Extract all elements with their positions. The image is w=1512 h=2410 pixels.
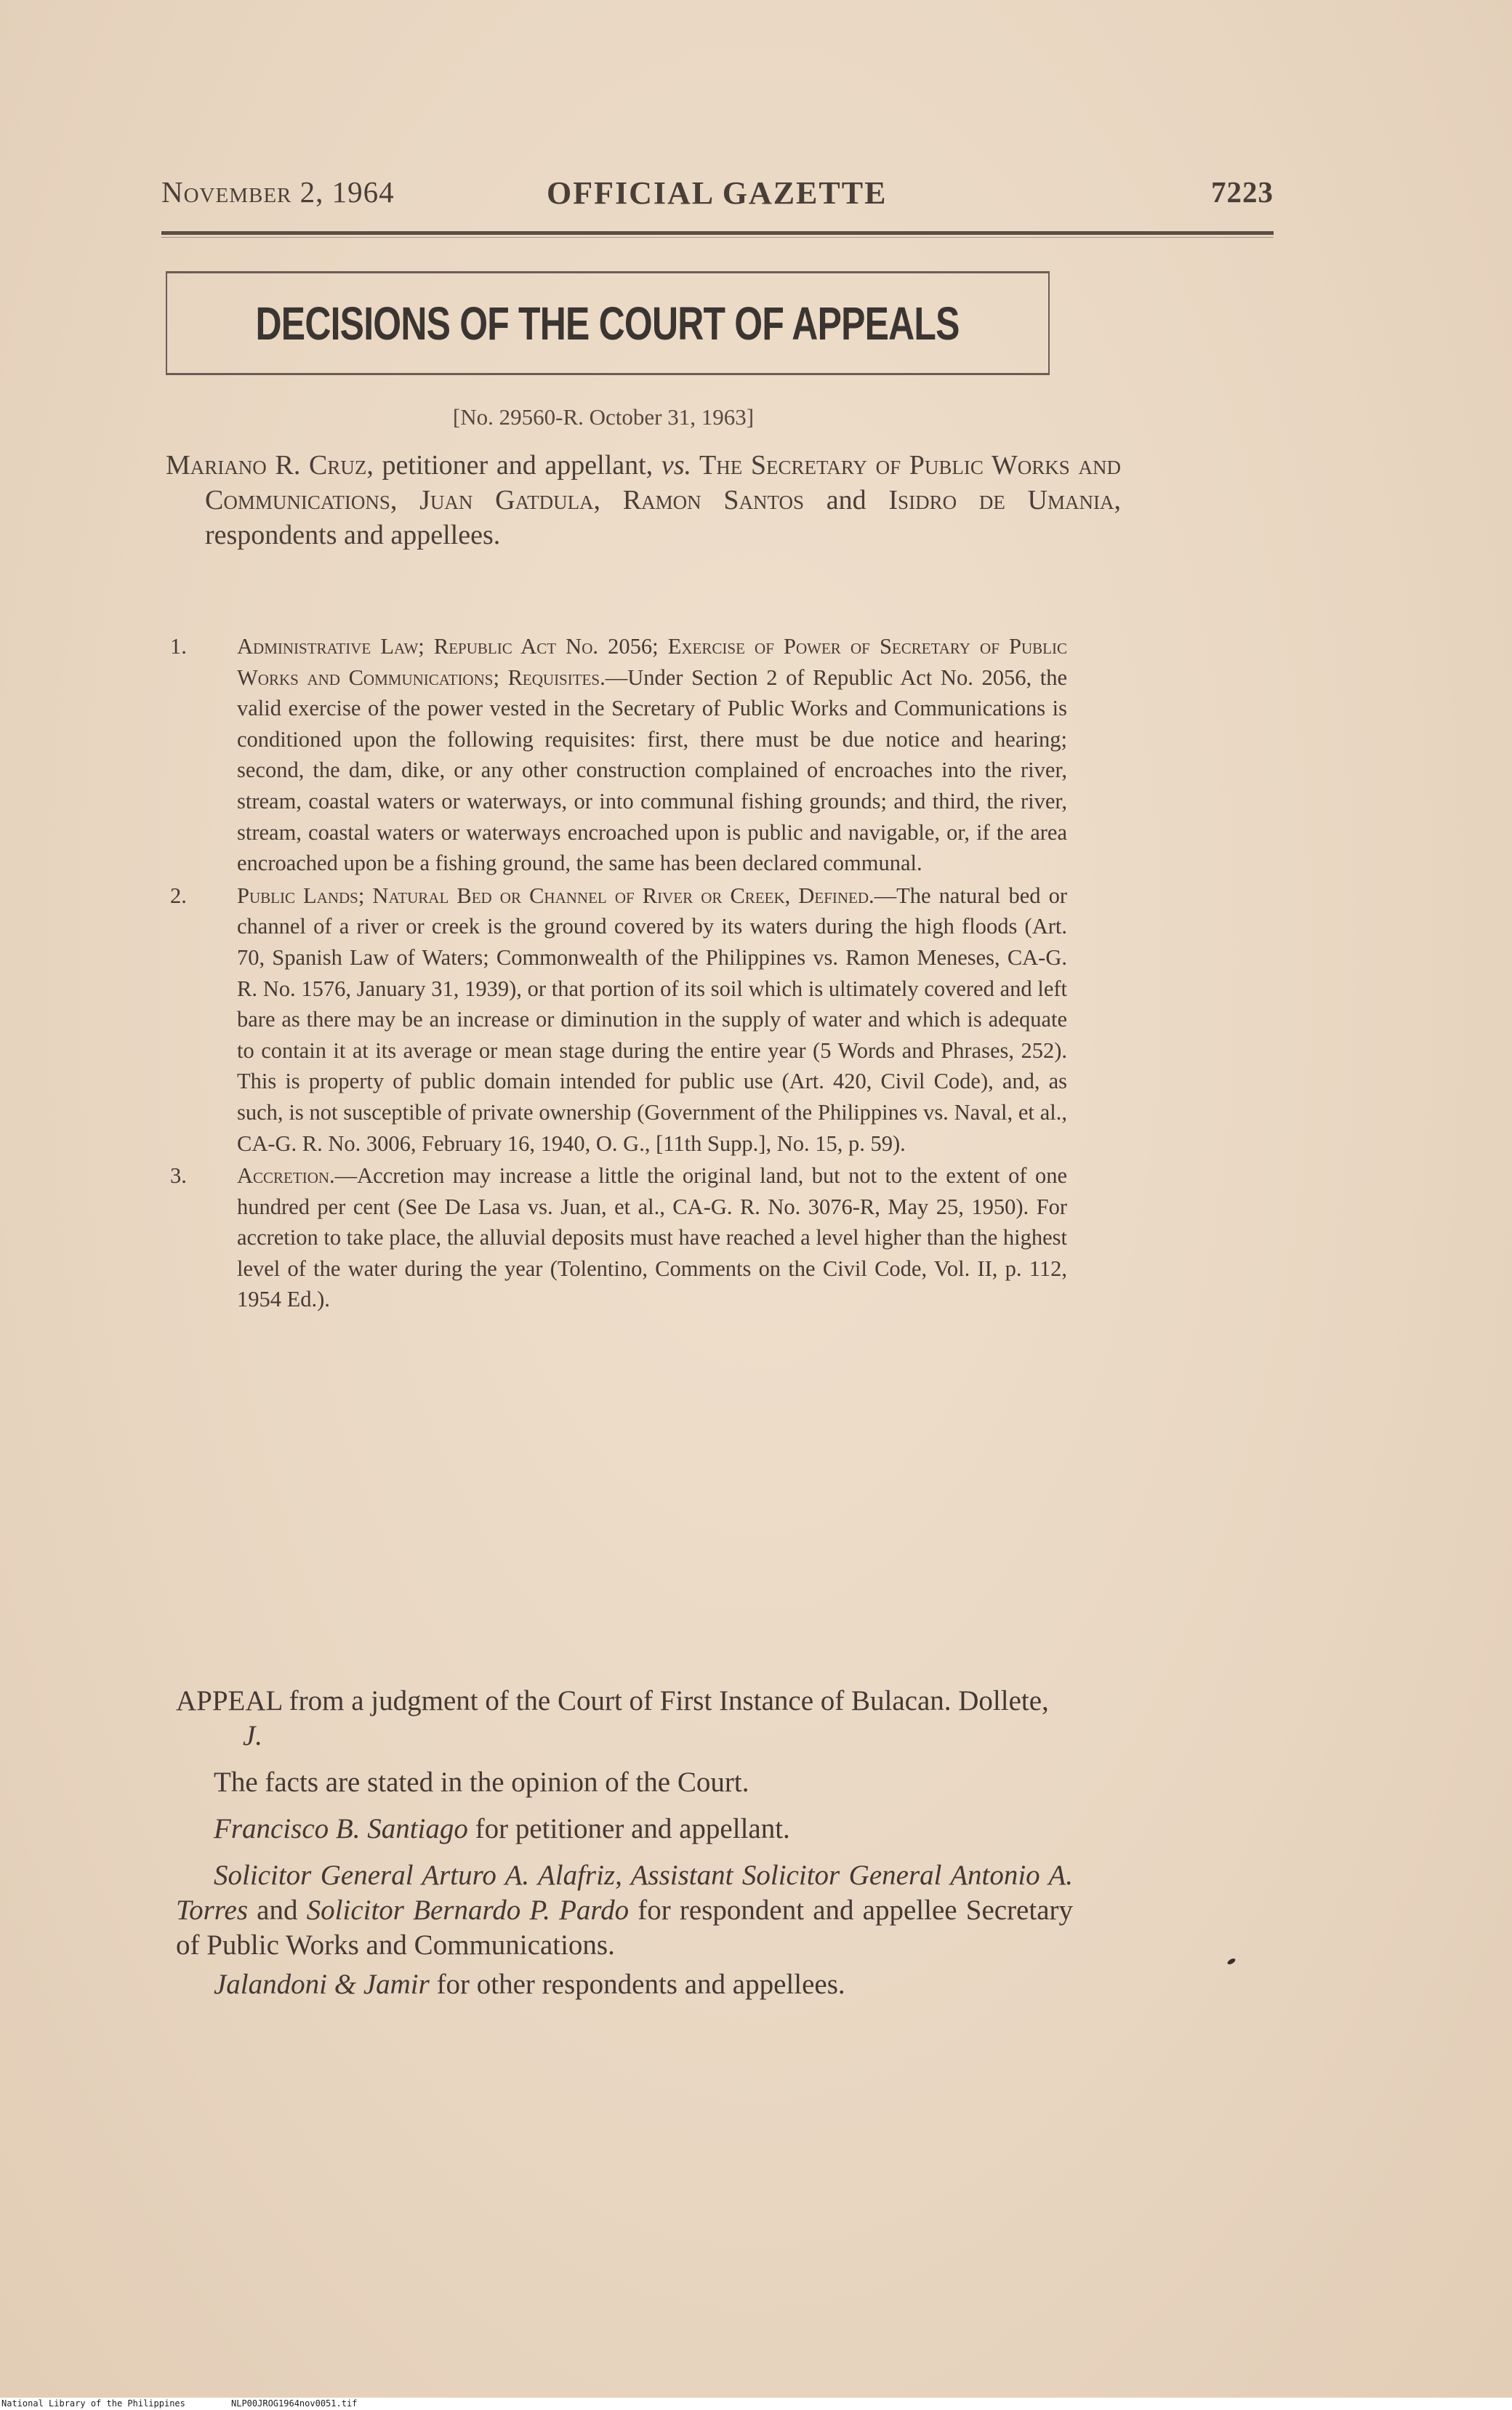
counsel-others-role: for other respondents and appellees. (429, 1969, 845, 2000)
header-date: November 2, 1964 (161, 175, 395, 209)
ink-mark (1226, 1957, 1236, 1965)
header-publication-title: OFFICIAL GAZETTE (547, 175, 888, 211)
running-header (161, 174, 1274, 218)
counsel-government-and: and (248, 1895, 307, 1926)
syllabus-item (170, 1160, 1067, 1315)
case-caption (166, 448, 1121, 553)
section-title-box (166, 271, 1050, 375)
footer-filename: NLP00JROG1964nov0051.tif (231, 2398, 358, 2409)
decision-preamble (176, 1684, 1073, 2002)
footer-library: National Library of the Philippines (1, 2398, 185, 2409)
counsel-petitioner-name: Francisco B. Santiago (214, 1813, 468, 1844)
syllabus-number: 2. (170, 883, 187, 908)
counsel-petitioner-role: for petitioner and appellant. (467, 1813, 790, 1844)
syllabus-body: —Under Section 2 of Republic Act No. 2056, the valid exercise of the power vested in the Secretary of Public Works and Communications is conditioned upon the following requisites: first, there must be due notice and hearing; second, the dam, dike, or any other construction complained of encroaches into the river, stream, coastal waters or waterways, or into communal fishing grounds; and third, the river, stream, coastal waters or waterways encroached upon is public and navigable, or, if the area encroached upon be a fishing ground, the same has been declared communal. (237, 664, 1067, 876)
appeal-judge: J. (243, 1720, 263, 1751)
counsel-government-names: Solicitor General Arturo A. Alafriz, Assistant Solicitor General Antonio A. Torres (176, 1860, 1073, 1926)
caption-text-1: , petitioner and appellant, (366, 450, 662, 481)
header-rule (161, 231, 1274, 235)
scan-footer (0, 2398, 1512, 2410)
syllabus (170, 631, 1067, 1317)
petitioner-name: Mariano R. Cruz (166, 450, 367, 481)
syllabus-heading: Administrative Law; Republic Act No. 2056; Exercise of Power of Secretary of Public Works and Communications; Requisites. (237, 634, 1067, 690)
syllabus-number: 3. (170, 1163, 187, 1189)
header-rule-thin (161, 237, 1274, 238)
docket-number: [No. 29560-R. October 31, 1963] (452, 404, 755, 430)
counsel-government (176, 1858, 1073, 1963)
syllabus-number: 1. (170, 634, 187, 659)
caption-vs: vs. (661, 450, 692, 481)
counsel-others (176, 1967, 1073, 2002)
syllabus-item (170, 631, 1067, 879)
respondents-names: The Secretary of Public Works and Communications, Juan Gatdula, Ramon Santos (205, 450, 1121, 515)
counsel-others-name: Jalandoni & Jamir (214, 1969, 430, 2000)
syllabus-heading: Accretion. (237, 1163, 335, 1189)
counsel-government-role: for respondent and appellee Secretary of Public Works and Communications. (176, 1895, 1074, 1961)
counsel-government-name-2: Solicitor Bernardo P. Pardo (306, 1895, 630, 1926)
caption-text-2: , respondents and appellees. (205, 485, 1121, 550)
appeal-paragraph (176, 1684, 1073, 1754)
syllabus-body: —Accretion may increase a little the original land, but not to the extent of one hundred per cent (See De Lasa vs. Juan, et al., CA-G. R. No. 3076-R, May 25, 1950). For accretion to take place, the alluvial deposits must have reached a level higher than the highest level of the water during the year (Tolentino, Comments on the Civil Code, Vol. II, p. 112, 1954 Ed.). (237, 1163, 1067, 1312)
caption-and: and (804, 485, 889, 515)
syllabus-heading: Public Lands; Natural Bed or Channel of River or Creek, Defined. (237, 883, 874, 908)
counsel-petitioner (176, 1812, 1073, 1847)
respondent-name-last: Isidro de Umania (888, 485, 1114, 515)
section-title: DECISIONS OF THE COURT OF APPEALS (255, 297, 960, 350)
appeal-text: APPEAL from a judgment of the Court of First Instance of Bulacan. Dollete, (176, 1685, 1049, 1716)
syllabus-item (170, 880, 1067, 1159)
syllabus-body: —The natural bed or channel of a river or creek is the ground covered by its waters during the high floods (Art. 70, Spanish Law of Waters; Commonwealth of the Philippines vs. Ramon Meneses, CA-G. R. No. 1576, January 31, 1939), or that portion of its soil which is ultimately covered and left bare as there may be an increase or diminution in the supply of water and which is adequate to contain it at its average or mean stage during the entire year (5 Words and Phrases, 252). This is property of public domain intended for public use (Art. 420, Civil Code), and, as such, is not susceptible of private ownership (Government of the Philippines vs. Naval, et al., CA-G. R. No. 3006, February 16, 1940, O. G., [11th Supp.], No. 15, p. 59). (237, 883, 1067, 1156)
header-page-number: 7223 (1211, 175, 1274, 209)
facts-paragraph: The facts are stated in the opinion of the Court. (214, 1767, 749, 1798)
